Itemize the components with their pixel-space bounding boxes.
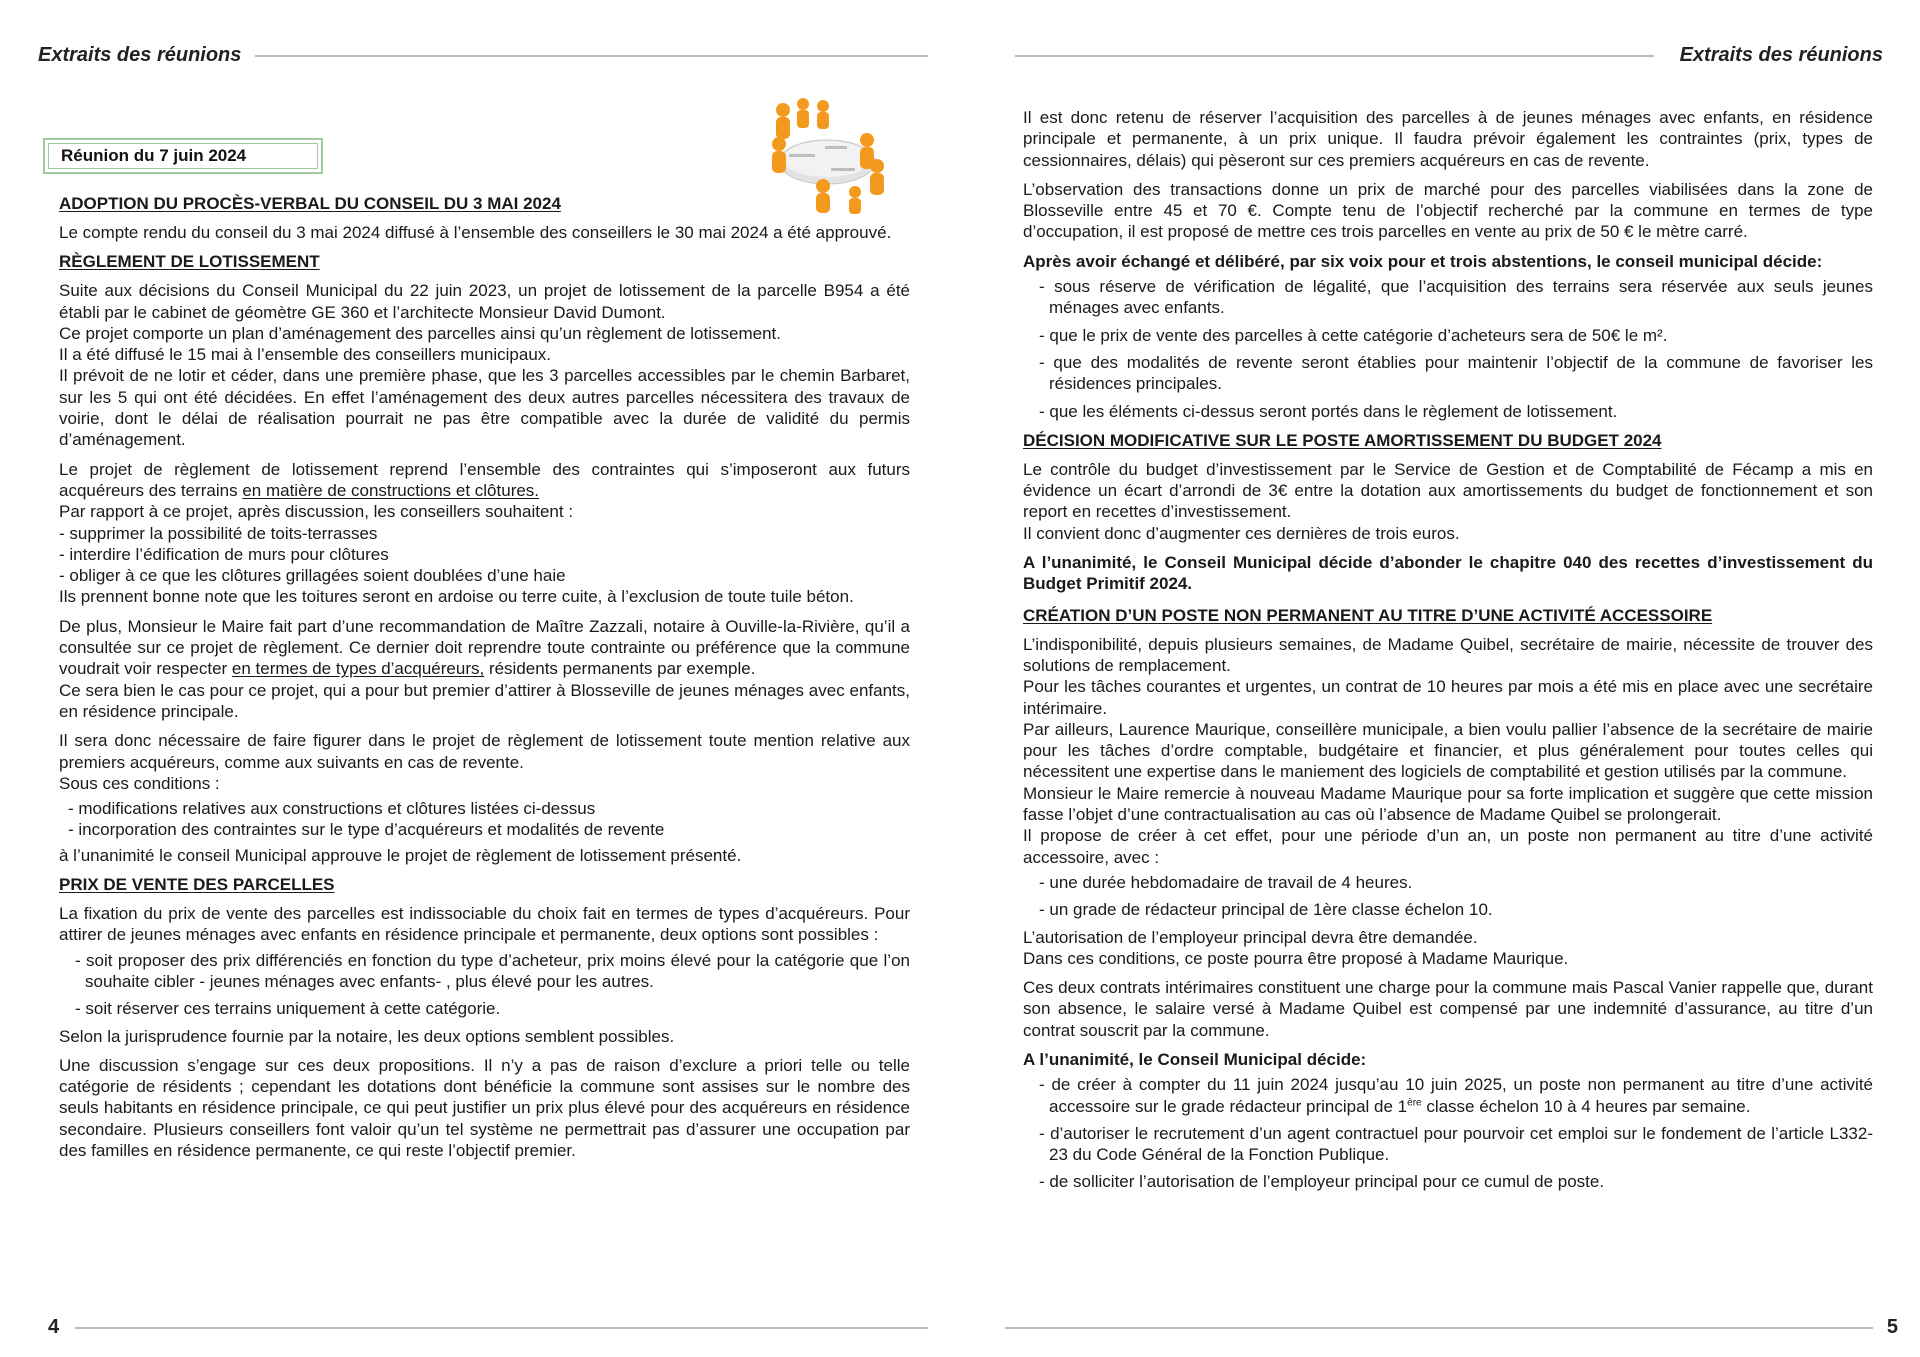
list-item: - un grade de rédacteur principal de 1ère classe échelon 10.: [1039, 900, 1493, 920]
condition-list: [59, 798, 910, 841]
running-head-title: Extraits des réunions: [38, 44, 242, 66]
text-line: Pour les tâches courantes et urgentes, un contrat de 10 heures par mois a été mis en place avec une secrétaire intérimaire.: [1023, 677, 1873, 718]
page-number: 5: [1886, 1316, 1898, 1338]
post-terms-list: [1023, 872, 1873, 921]
paragraph: La fixation du prix de vente des parcelles est indissociable du choix fait en termes de types d’acquéreurs. Pour attirer de jeunes ménages avec enfants en résidence principale et permanente, deux options sont possibles :: [59, 904, 910, 945]
list-item: - modifications relatives aux constructions et clôtures listées ci-dessus: [68, 799, 596, 819]
text-line: Il propose de créer à cet effet, pour une période d’un an, un poste non permanent au titre d’une activité accessoire, avec :: [1023, 826, 1873, 867]
text-line: Le projet de règlement de lotissement reprend l’ensemble des contraintes qui s’imposeront aux futurs acquéreurs des terrains: [59, 459, 910, 500]
list-item: - que les éléments ci-dessus seront portés dans le règlement de lotissement.: [1039, 401, 1618, 421]
text-line: L’autorisation de l’employeur principal devra être demandée.: [1023, 927, 1478, 947]
text-line: Sous ces conditions :: [59, 773, 220, 793]
list-item: - supprimer la possibilité de toits-terrasses: [59, 523, 378, 543]
list-item: - obliger à ce que les clôtures grillagées soient doublées d’une haie: [59, 566, 566, 586]
underlined-text: en termes de types d’acquéreurs,: [231, 659, 485, 679]
meeting-date-label: Réunion du 7 juin 2024: [48, 143, 318, 169]
list-item: - soit réserver ces terrains uniquement à cette catégorie.: [75, 999, 501, 1019]
text-line: De plus, Monsieur le Maire fait part d’une recommandation de Maître Zazzali, notaire à Ouville-la-Rivière, qu’il a consultée sur ce projet de règlement. Ce dernier doit reprendre toute contrainte ou préférence que la commune voudrait voir respecter: [59, 616, 910, 679]
list-item: - de solliciter l’autorisation de l’employeur principal pour ce cumul de poste.: [1039, 1172, 1605, 1192]
list-item: - sous réserve de vérification de légalité, que l’acquisition des terrains sera réservée aux seuls jeunes ménages avec enfants.: [1039, 277, 1873, 318]
footer-rule: [75, 1327, 928, 1329]
paragraph: Selon la jurisprudence fournie par la notaire, les deux options semblent possibles.: [59, 1026, 675, 1046]
paragraph: Il est donc retenu de réserver l’acquisition des parcelles à de jeunes ménages avec enfants, en résidence principale et permanente, à un prix unique. Il faudra prévoir également les contraintes (prix, types de cessionnaires, délais) qui pèseront sur ces premiers acquéreurs en cas de revente.: [1023, 108, 1873, 170]
paragraph: [59, 616, 910, 722]
footer-rule: [1005, 1327, 1873, 1329]
right-page: [960, 0, 1920, 1357]
list-item: - que des modalités de revente seront établies pour maintenir l’objectif de la commune de favoriser les résidences principales.: [1039, 352, 1873, 394]
list-item: - incorporation des contraintes sur le type d’acquéreurs et modalités de revente: [68, 820, 665, 840]
paragraph: [59, 280, 910, 450]
section-title-poste: CRÉATION D’UN POSTE NON PERMANENT AU TITRE D’UNE ACTIVITÉ ACCESSOIRE: [1023, 605, 1713, 625]
text-line: Ce sera bien le cas pour ce projet, qui a pour but premier d’attirer à Blosseville de jeunes ménages avec enfants, en résidence principale.: [59, 680, 910, 721]
text-line: Par rapport à ce projet, après discussion, les conseillers souhaitent :: [59, 502, 574, 522]
text-line: Il prévoit de ne lotir et céder, dans une première phase, que les 3 parcelles accessibles par le chemin Barbaret, sur les 5 qui ont été décidées. En effet l’aménagement des deux autres parcelles nécessitera des travaux de voirie, dont le délai de réalisation pourrait ne pas être compatible avec la durée de validité du permis d’aménagement.: [59, 366, 910, 450]
decision-list: [1023, 1074, 1873, 1192]
section-title-prix: PRIX DE VENTE DES PARCELLES: [59, 875, 335, 895]
header-rule: [255, 55, 928, 57]
paragraph: [59, 459, 910, 523]
running-head-left: [38, 44, 928, 67]
text-line: résidents permanents par exemple.: [484, 659, 756, 679]
decision-statement: A l’unanimité, le Conseil Municipal décide d’abonder le chapitre 040 des recettes d’investissement du Budget Primitif 2024.: [1023, 553, 1873, 594]
right-column: [1023, 107, 1873, 1201]
text-line: Il convient donc d’augmenter ces dernières de trois euros.: [1023, 523, 1460, 543]
list-item: [1023, 1074, 1873, 1117]
text-line: - de créer à compter du 11 juin 2024 jusqu’au 10 juin 2025, un poste non permanent au titre d’une activité accessoire sur le grade rédacteur principal de 1: [1039, 1075, 1873, 1116]
text-line: Dans ces conditions, ce poste pourra être proposé à Madame Maurique.: [1023, 948, 1569, 968]
paragraph: [59, 730, 910, 794]
paragraph: Ces deux contrats intérimaires constituent une charge pour la commune mais Pascal Vanier rappelle que, durant son absence, le salaire versé à Madame Quibel est compensé par une indemnité d’assurance, au titre d’un contrat souscrit par la commune.: [1023, 978, 1873, 1040]
section-title-budget: DÉCISION MODIFICATIVE SUR LE POSTE AMORTISSEMENT DU BUDGET 2024: [1023, 430, 1662, 450]
decision-statement: Après avoir échangé et délibéré, par six voix pour et trois abstentions, le conseil municipal décide:: [1023, 251, 1823, 271]
paragraph: à l’unanimité le conseil Municipal approuve le projet de règlement de lotissement présenté.: [59, 845, 742, 865]
option-list: [59, 950, 910, 1020]
paragraph: [1023, 634, 1873, 868]
text-line: Il sera donc nécessaire de faire figurer dans le projet de règlement de lotissement toute mention relative aux premiers acquéreurs, comme aux suivants en cas de revente.: [59, 731, 910, 772]
decision-statement: A l’unanimité, le Conseil Municipal décide:: [1023, 1049, 1367, 1069]
running-head-right: [1015, 44, 1883, 67]
list-item: - soit proposer des prix différenciés en fonction du type d’acheteur, prix moins élevé pour la catégorie que l’on souhaite cibler - jeunes ménages avec enfants- , plus élevé pour les autres.: [75, 950, 910, 991]
page-number: 4: [48, 1316, 60, 1338]
text-line: classe échelon 10 à 4 heures par semaine.: [1421, 1096, 1751, 1116]
text-line: Suite aux décisions du Conseil Municipal du 22 juin 2023, un projet de lotissement de la parcelle B954 a été établi par le cabinet de géomètre GE 360 et l’architecte Monsieur David Dumont.: [59, 281, 910, 322]
list-item: - interdire l’édification de murs pour clôtures: [59, 544, 389, 564]
list-item: - une durée hebdomadaire de travail de 4 heures.: [1039, 872, 1413, 892]
paragraph: L’observation des transactions donne un prix de marché pour des parcelles viabilisées dans la zone de Blosseville entre 45 et 70 €. Compte tenu de l’objectif recherché par la commune en termes de type d’occupation, il est proposé de mettre ces trois parcelles en vente au prix de 50 € le mètre carré.: [1023, 179, 1873, 242]
paragraph: Le compte rendu du conseil du 3 mai 2024 diffusé à l’ensemble des conseillers le 30 mai 2024 a été approuvé.: [59, 223, 892, 242]
superscript: ère: [1407, 1096, 1422, 1108]
decision-list: [1023, 276, 1873, 422]
text-line: Ce projet comporte un plan d’aménagement des parcelles ainsi qu’un règlement de lotissement.: [59, 323, 781, 343]
text-line: L’indisponibilité, depuis plusieurs semaines, de Madame Quibel, secrétaire de mairie, nécessite de trouver des solutions de remplacement.: [1023, 634, 1873, 675]
paragraph: Ils prennent bonne note que les toitures seront en ardoise ou terre cuite, à l’exclusion de toute tuile béton.: [59, 587, 854, 607]
text-line: Monsieur le Maire remercie à nouveau Madame Maurique pour sa forte implication et suggère que cette mission fasse l’objet d’une contractualisation au cas où l’absence de Madame Quibel se prolongerait.: [1023, 783, 1873, 825]
underlined-text: en matière de constructions et clôtures.: [242, 480, 540, 500]
header-rule: [1015, 55, 1654, 57]
list-item: - que le prix de vente des parcelles à cette catégorie d’acheteurs sera de 50€ le m².: [1039, 325, 1668, 345]
folio-left: [48, 1316, 928, 1339]
meeting-date-box: [43, 138, 323, 174]
section-title-lotissement: RÈGLEMENT DE LOTISSEMENT: [59, 252, 320, 272]
text-line: Par ailleurs, Laurence Maurique, conseillère municipale, a bien voulu pallier l’absence de la secrétaire de mairie pour les tâches d’ordre comptable, budgétaire et financier, et plus généralement pour toutes celles qui nécessitent une expertise dans le maniement des logiciels de comptabilité et gestion utilisés par la commune.: [1023, 719, 1873, 782]
wish-list: [59, 523, 910, 587]
paragraph: [1023, 459, 1873, 544]
text-line: Il a été diffusé le 15 mai à l’ensemble des conseillers municipaux.: [59, 345, 552, 365]
folio-right: [1005, 1316, 1898, 1339]
section-title-adoption: ADOPTION DU PROCÈS-VERBAL DU CONSEIL DU 3 MAI 2024: [59, 194, 561, 213]
paragraph: [1023, 927, 1873, 970]
list-item: - d’autoriser le recrutement d’un agent contractuel pour pourvoir cet emploi sur le fondement de l’article L332-23 du Code Général de la Fonction Publique.: [1039, 1123, 1873, 1165]
text-line: Le contrôle du budget d’investissement par le Service de Gestion et de Comptabilité de Fécamp a mis en évidence un écart d’arrondi de 3€ entre la dotation aux amortissements du budget de fonctionnement et son report en recettes d’investissement.: [1023, 459, 1873, 522]
paragraph: Une discussion s’engage sur ces deux propositions. Il n’y a pas de raison d’exclure a priori telle ou telle catégorie de résidents ; cependant les dotations dont bénéficie la commune sont assises sur le nombre des seuls habitants en résidence principale, ce qui peut justifier un prix plus élevé pour des acquéreurs en résidence secondaire. Plusieurs conseillers font valoir qu’un tel système ne permettrait pas d’assurer une occupation par des familles en résidence permanente, ce qui reste l’objectif premier.: [59, 1055, 910, 1160]
left-column: [59, 193, 910, 1169]
running-head-title: Extraits des réunions: [1679, 44, 1883, 66]
